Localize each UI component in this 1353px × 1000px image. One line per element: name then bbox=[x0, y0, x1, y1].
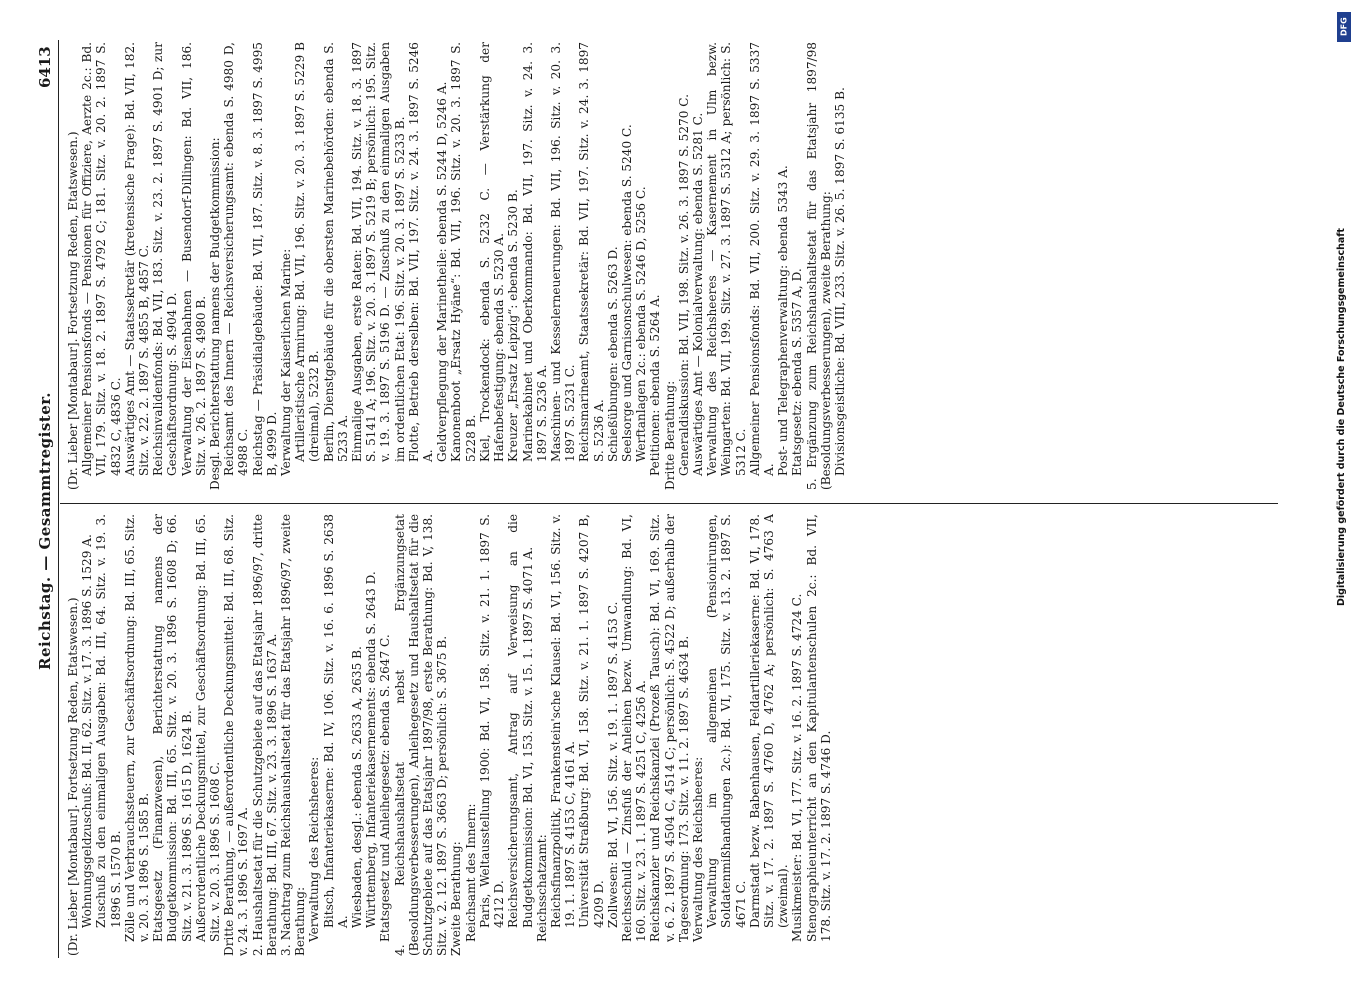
index-entry: Bitsch, Infanteriekaserne: Bd. IV, 106. Sitz. v. 16. 6. 1896 S. 2638 A. bbox=[321, 514, 350, 928]
index-entry: Reichsfinanzpolitik, Frankenstein'sche Klausel: Bd. VI, 156. Sitz. v. 19. 1. 1897 S. 4153 C, 4161 A. bbox=[548, 514, 578, 928]
index-entry: Verwaltung im allgemeinen (Pensionirungen, Soldatenmißhandlungen 2c.): Bd. VI, 175. Sitz. v. 13. 2. 1897 S. 4671 C. bbox=[705, 514, 748, 928]
index-entry: Seelsorge und Garnisonschulwesen: ebenda S. 5240 C. bbox=[619, 124, 634, 462]
index-entry: Universität Straßburg: Bd. VI, 158. Sitz. v. 21. 1. 1897 S. 4207 B, 4209 D. bbox=[577, 514, 606, 928]
index-entry: Verwaltung des Reichsheeres: bbox=[690, 756, 705, 942]
index-entry: Werftanlagen 2c.: ebenda S. 5246 D, 5256 C. bbox=[634, 186, 649, 462]
index-entry: Schießübungen: ebenda S. 5263 D. bbox=[605, 246, 620, 462]
index-entry: Stenographieunterricht an den Kapitulantenschulen 2c.: Bd. VII, 178. Sitz. v. 17. 2. 1897 S. 4746 D. bbox=[804, 514, 833, 942]
index-entry: Wiesbaden, desgl.: ebenda S. 2633 A, 2635 B. bbox=[350, 646, 365, 928]
index-entry: Generaldiskussion: Bd. VII, 198. Sitz. v. 26. 3. 1897 S. 5270 C. bbox=[676, 94, 691, 476]
index-entry: Zuschuß zu den einmaligen Ausgaben: Bd. III, 64. Sitz. v. 19. 3. 1896 S. 1570 B. bbox=[94, 514, 123, 928]
index-entry: Kanonenboot „Ersatz Hyäne“: Bd. VII, 196. Sitz. v. 20. 3. 1897 S. 5228 B. bbox=[449, 42, 478, 462]
dfg-logo-icon: DFG bbox=[1337, 12, 1351, 42]
index-entry: Zollwesen: Bd. VI, 156. Sitz. v. 19. 1. 1897 S. 4153 C. bbox=[605, 601, 620, 928]
index-entry: Berlin, Dienstgebäude für die obersten Marinebehörden: ebenda S. 5233 A. bbox=[321, 42, 350, 462]
index-entry: Verwaltung der Eisenbahnen — Busendorf-Dillingen: Bd. VII, 186. Sitz. v. 26. 2. 1897 S. 4980 B. bbox=[179, 42, 208, 476]
index-entry: Verwaltung des Reichsheeres: bbox=[307, 756, 322, 942]
index-entry: Etatsgesetz: ebenda S. 5357 A, D. bbox=[790, 268, 805, 476]
index-entry: Geldverpflegung der Marinetheile: ebenda S. 5244 D, 5246 A. bbox=[435, 81, 450, 462]
index-entry: Dritte Berathung, — außerordentliche Deckungsmittel: Bd. III, 68. Sitz. v. 24. 3. 1896 S. 1697 A. bbox=[222, 514, 251, 956]
funding-notice: Digitalisierung gefördert durch die Deutsche Forschungsgemeinschaft bbox=[1336, 228, 1347, 606]
index-entry: 4. Reichshaushaltsetat nebst Ergänzungsetat (Besoldungsverbesserungen), Anleihegesetz und Haushaltsetat für die Schutzgebiete auf das Etatsjahr 1897/98, erste Berathung: Bd. V, 138. Sitz. v. 2. 12. 1897 S. 3663 D; persönlich: S. 3675 B. bbox=[392, 514, 450, 956]
index-entry: Reichsamt des Innern: bbox=[463, 803, 478, 942]
index-entry: Reichsmarineamt, Staatssekretär: Bd. VII, 197. Sitz. v. 24. 3. 1897 S. 5236 A. bbox=[577, 42, 606, 462]
index-entry: Auswärtiges Amt — Kolonialverwaltung: ebenda S. 5281 C. bbox=[690, 112, 705, 476]
index-entry: Kiel, Trockendock: ebenda S. 5232 C. — Verstärkung der Hafenbefestigung: ebenda S. 5230 A. bbox=[477, 42, 507, 462]
index-entry: 5. Ergänzung zum Reichshaushaltsetat für das Etatsjahr 1897/98 (Besoldungsverbesserungen), zweite Berathung: bbox=[804, 42, 833, 490]
index-entry: Kreuzer „Ersatz Leipzig“: ebenda S. 5230 B. bbox=[506, 189, 521, 462]
index-entry: Dritte Berathung: bbox=[662, 380, 677, 490]
page-number: 6413 bbox=[36, 46, 54, 88]
index-entry: Etatsgesetz (Finanzwesen), Berichterstattung namens der Budgetkommission: Bd. III, 65. Sitz. v. 20. 3. 1896 S. 1608 D; 66. Sitz. v. 21. 3. 1896 S. 1615 D, 1624 B. bbox=[151, 514, 194, 942]
index-entry: Reichsversicherungsamt, Antrag auf Verweisung an die Budgetkommission: Bd. VI, 153. Sitz. v. 15. 1. 1897 S. 4071 A. bbox=[506, 514, 535, 928]
left-column bbox=[66, 514, 1286, 956]
column-divider bbox=[60, 503, 1278, 504]
index-entry: Verwaltung des Reichsheeres — Kasernement in Ulm bezw. Weingarten: Bd. VII, 199. Sitz. v. 27. 3. 1897 S. 5312 A; persönlich: S. 5312 C. bbox=[705, 42, 748, 476]
index-entry: Wohnungsgeldzuschuß: Bd. II, 62. Sitz. v. 17. 3. 1896 S. 1529 A. bbox=[80, 534, 95, 928]
page-header-title: Reichstag. — Gesammtregister. bbox=[36, 392, 54, 670]
index-entry: Einmalige Ausgaben, erste Raten: Bd. VII, 194. Sitz. v. 18. 3. 1897 S. 5141 A; 196. Sitz. v. 20. 3. 1897 S. 5219 B; persönlich: 195. Sitz. v. 19. 3. 1897 S. 5196 D. — Zuschuß zu den einmaligen Ausgaben im ordentlichen Etat: 196. Sitz. v. 20. 3. 1897 S. 5233 B. bbox=[350, 42, 407, 462]
index-entry: Paris, Weltausstellung 1900: Bd. VI, 158. Sitz. v. 21. 1. 1897 S. 4212 D. bbox=[477, 514, 507, 928]
index-entry: Flotte, Betrieb derselben: Bd. VII, 197. Sitz. v. 24. 3. 1897 S. 5246 A. bbox=[406, 42, 436, 462]
index-entry: Post- und Telegraphenverwaltung: ebenda 5343 A. bbox=[776, 165, 791, 476]
index-entry: Reichsamt des Innern — Reichsversicherungsamt: ebenda S. 4980 D, 4988 C. bbox=[222, 42, 251, 476]
index-entry: Verwaltung der Kaiserlichen Marine: bbox=[279, 248, 294, 476]
index-entry: 2. Haushaltsetat für die Schutzgebiete auf das Etatsjahr 1896/97, dritte Berathung: Bd. III, 67. Sitz. v. 23. 3. 1896 S. 1637 A. bbox=[250, 514, 279, 956]
index-entry: Reichskanzler und Reichskanzlei (Prozeß Tausch): Bd. VI, 169. Sitz. v. 6. 2. 1897 S. 4504 C, 4514 C; persönlich: S. 4522 D; außerhalb der Tagesordnung: 173. Sitz. v. 11. 2. 1897 S. 4634 B. bbox=[648, 514, 691, 942]
index-entry: (Dr. Lieber [Montabaur]. Fortsetzung Reden, Etatswesen.) bbox=[66, 597, 80, 956]
index-entry: Allgemeiner Pensionsfonds — Pensionen für Offiziere, Aerzte 2c.: Bd. VII, 179. Sitz. v. 18. 2. 1897 S. 4792 C; 181. Sitz. v. 20. 2. 1897 S. 4832 C, 4836 C. bbox=[80, 42, 123, 476]
right-column bbox=[66, 42, 1286, 490]
index-entry: 3. Nachtrag zum Reichshaushaltsetat für das Etatsjahr 1896/97, zweite Berathung: bbox=[279, 514, 308, 956]
index-entry: Reichsschatzamt: bbox=[534, 834, 549, 942]
index-entry: Württemberg, Infanteriekasernements: ebenda S. 2643 D. bbox=[364, 571, 379, 928]
index-entry: Etatsgesetz und Anleihegesetz: ebenda S. 2647 C. bbox=[378, 634, 393, 942]
index-entry: Marinekabinet und Oberkommando: Bd. VII, 197. Sitz. v. 24. 3. 1897 S. 5236 A. bbox=[520, 42, 549, 462]
index-entry: Außerordentliche Deckungsmittel, zur Geschäftsordnung: Bd. III, 65. Sitz. v. 20. 3. 1896 S. 1608 C. bbox=[193, 514, 223, 942]
index-entry: Artilleristische Armirung: Bd. VII, 196. Sitz. v. 20. 3. 1897 S. 5229 B (dreimal), 5232 B. bbox=[293, 42, 322, 462]
index-entry: Darmstadt bezw. Babenhausen, Feldartilleriekaserne: Bd. VI, 178. Sitz. v. 17. 2. 1897 S. 4760 D, 4762 A; persönlich: S. 4763 A (zweimal). bbox=[747, 514, 791, 928]
index-entry: Reichsschuld — Zinsfuß der Anleihen bezw. Umwandlung: Bd. VI, 160. Sitz. v. 23. 1. 1897 S. 4251 C, 4256 A. bbox=[619, 514, 649, 942]
index-entry: Allgemeiner Pensionsfonds: Bd. VII, 200. Sitz. v. 29. 3. 1897 S. 5337 A. bbox=[747, 42, 776, 476]
index-entry: Auswärtiges Amt — Staatssekretär (kretensische Frage): Bd. VII, 182. Sitz. v. 22. 2. 1897 S. 4855 B, 4857 C. bbox=[122, 42, 152, 476]
index-entry: Reichsinvalidenfonds: Bd. VII, 183. Sitz. v. 23. 2. 1897 S. 4901 D; zur Geschäftsordnung: S. 4904 D. bbox=[151, 42, 180, 476]
index-entry: Petitionen: ebenda S. 5264 A. bbox=[648, 294, 663, 476]
index-entry: Musikmeister: Bd. VI, 177. Sitz. v. 16. 2. 1897 S. 4724 C. bbox=[790, 593, 805, 942]
index-entry: Zölle und Verbrauchssteuern, zur Geschäftsordnung: Bd. III, 65. Sitz. v. 20. 3. 1896 S. 1585 B. bbox=[122, 514, 152, 942]
index-entry: Desgl. Berichterstattung namens der Budgetkommission: bbox=[208, 137, 223, 490]
index-entry: Reichstag — Präsidialgebäude: Bd. VII, 187. Sitz. v. 8. 3. 1897 S. 4995 B, 4999 D. bbox=[250, 42, 279, 476]
index-entry: Divisionsgeistliche: Bd. VIII, 233. Sitz. v. 26. 5. 1897 S. 6135 B. bbox=[832, 87, 847, 476]
index-entry: (Dr. Lieber [Montabaur]. Fortsetzung Reden, Etatswesen.) bbox=[66, 131, 80, 490]
index-entry: Maschinen- und Kesselerneuerungen: Bd. VII, 196. Sitz. v. 20. 3. 1897 S. 5231 C. bbox=[548, 42, 578, 462]
header-rule bbox=[58, 40, 59, 958]
digitization-sidebar bbox=[1336, 6, 1353, 996]
index-entry: Zweite Berathung: bbox=[449, 841, 464, 956]
